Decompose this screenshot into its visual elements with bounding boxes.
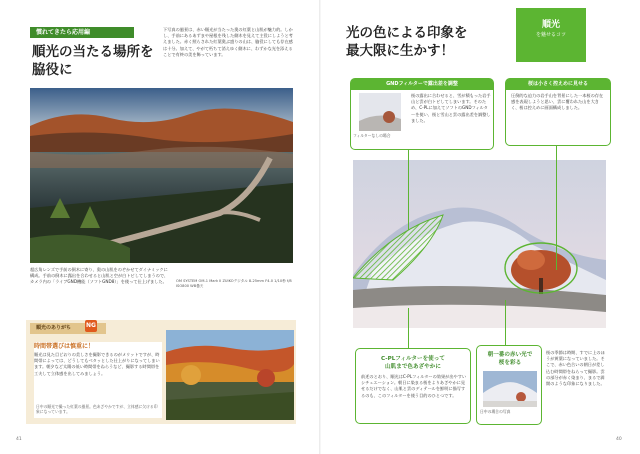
left-body-text: 下写真の風景は、赤い順光が当たった奥の紅葉と山肌が魅力的。しかし、手前にあるあずまや屋根を残した側木を見えて主役にしようと考えました。赤く照らされた紅葉奥ぶ盛りの山は、脇役にしても存在感は十分。加えて、やがて朽ちて消えゆく側木に、わずかな光を添えることで有終の美を飾っています。: [163, 27, 293, 57]
main-photo-pond: [30, 88, 293, 263]
morning-thumbnail: [483, 371, 537, 407]
main-photo-sakura: [353, 160, 606, 328]
right-title-line2: 最大限に生かす！: [346, 43, 454, 59]
morning-head-line1: 朝一番の赤い光で: [487, 352, 533, 358]
right-page-number: 40: [616, 437, 622, 442]
tips-badge: [516, 8, 586, 62]
ng-example-photo: [166, 330, 294, 420]
left-page-title: [32, 43, 167, 79]
leader-line-gnd: [408, 150, 409, 230]
ng-caption: 日中の順光で撮った紅葉の風景。色あざやかですが、立体感に欠ける印象になっています。: [36, 404, 158, 415]
right-page-title: [346, 24, 516, 60]
ng-mark: NG: [85, 320, 97, 332]
tip-box-morning: [476, 345, 542, 425]
cpl-heading: [360, 355, 466, 371]
tip-box-gnd: [350, 78, 494, 150]
leader-line-cpl: [408, 308, 409, 348]
sakura-photo-image: [353, 160, 606, 328]
ng-section-tag: 順光のありがち: [30, 323, 106, 334]
gnd-thumbnail: [359, 93, 401, 131]
sakura-heading: 桜は小さく控えめに見せる: [506, 79, 610, 90]
tip-box-cpl: [355, 348, 471, 424]
gnd-body: 桜の露出に合わせると、雪が積もった岩手山と雲が白トビしてしまいます。そのため、C-PLに加えてソフトのGNDフィルターを使い、桜と雪山と雲の露出差を調整しました。: [411, 93, 491, 123]
morning-thumb-caption: 日中の場合の写真: [480, 409, 511, 414]
morning-head-line2: 桜を彩る: [498, 360, 522, 366]
left-page-number: 41: [16, 437, 22, 442]
tip-box-sakura: [505, 78, 611, 146]
badge-subtitle: を魅せるコツ: [535, 32, 566, 38]
section-tag: 慣れてきたら応用編: [30, 27, 134, 38]
gnd-heading: GNDフィルターで露出差を調整: [351, 79, 493, 90]
cpl-body: 前述のとおり、順光はC-PLフィルターの効果が出やすいシチュエーション。朝日に染まる桜をよりあざやかに見せるだけでなく、山肌と雲のディテールを鮮明に描写するのも、このフィルターを使う目的のひとつです。: [361, 374, 467, 398]
pond-photo-image: [30, 88, 293, 263]
badge-title: 順光: [541, 20, 560, 30]
morning-heading: [479, 351, 541, 367]
ng-body: 順光は見た目どおりの美しさを撮影できるのがメリットですが、時間帯によっては、どうしてもベタッとした仕上がりになってしまいます。朝夕など太陽の低い時間帯をねらうなど、撮影する時間帯を工夫して立体感を出してみましょう。: [34, 352, 160, 376]
page-gutter: [319, 0, 321, 454]
left-title-line2: 脇役に: [32, 62, 73, 78]
morning-thumb-image: [483, 371, 537, 407]
cpl-head-line2: 山肌まで色あざやかに: [385, 364, 441, 370]
leader-line-morning: [505, 300, 506, 345]
right-title-line1: 光の色による印象を: [346, 25, 468, 41]
photo-credit: OM SYSTEM OM-1 Mark II ZUIKOデジタル 8-25mm F4.0 1/10秒 f/8 ISO800 WB曇天: [176, 279, 292, 288]
morning-body: 桜の季節は時期、すでに上のほうが黄葉になっていました。そこで、赤い色合いの朝日が差し込む時間帯をねらって撮影。雲の部分が赤く染まり、まるで満開のような印象になりました。: [546, 350, 605, 387]
gnd-thumb-caption: フィルターなしの場合: [353, 133, 391, 138]
photo-caption: 超広角レンズで手前の倒木に寄り、奥の山肌をのぞかせてダイナミックに構成。手前の倒木に露出を合わせると山肌と空が白トビしてしまうので、カメラ内の「ライブGND機能（ソフトGND8）」を使って仕上げました。: [30, 267, 169, 285]
left-title-line1: 順光の当たる場所を: [32, 44, 154, 60]
sakura-body: 圧倒的な迫力の岩手山を背景にした一本桜の存在感を表現しようと思い、雲に覆われた山を大きく、桜は控えめに画面構成しました。: [511, 93, 604, 111]
ng-photo-image: [166, 330, 294, 420]
cpl-head-line1: C-PLフィルターを使って: [381, 356, 445, 362]
ng-heading: 時間帯選びは慎重に！: [34, 343, 95, 350]
gnd-thumb-image: [359, 93, 401, 131]
leader-line-sakura: [556, 146, 557, 270]
